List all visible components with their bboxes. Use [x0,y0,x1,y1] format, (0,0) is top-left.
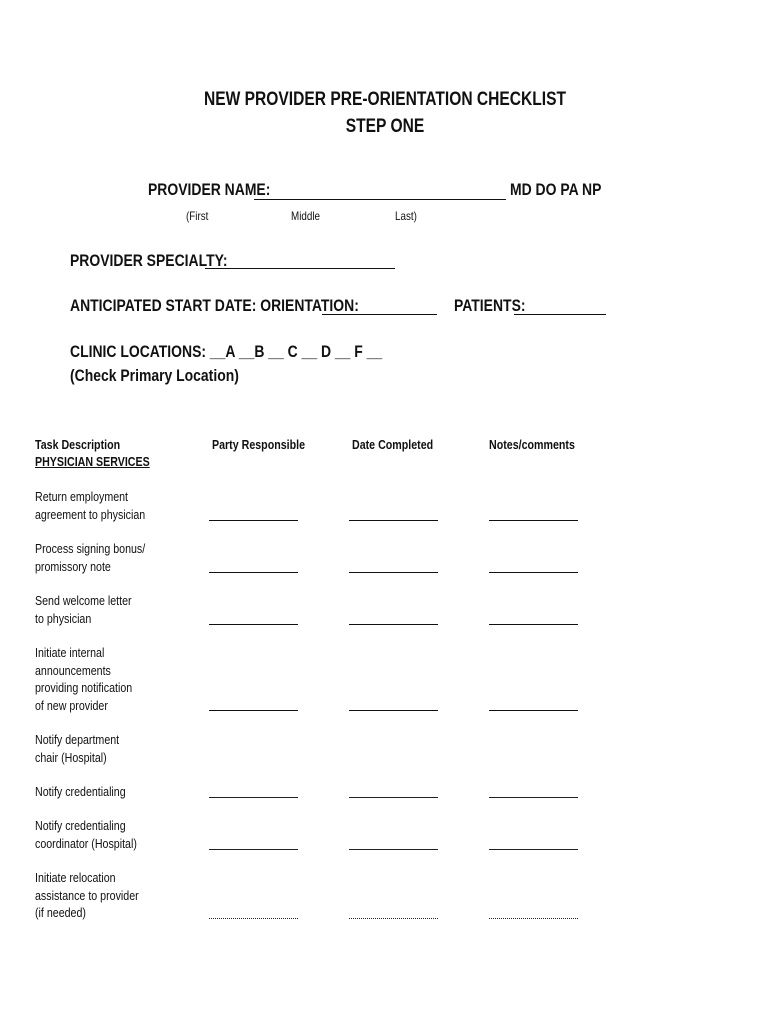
task-row: Notify credentialing coordinator (Hospital) [35,818,137,851]
orientation-date-field[interactable] [322,314,437,315]
task-row: Notify department chair (Hospital) [35,732,120,765]
party-responsible-field[interactable] [209,918,298,919]
date-completed-field[interactable] [349,797,438,798]
first-name-caption: (First [186,209,209,223]
clinic-locations-note: (Check Primary Location) [70,366,239,385]
task-row: Return employment agreement to physician [35,489,146,522]
notes-field[interactable] [489,918,578,919]
task-row: Notify credentialing [35,784,126,799]
header-task-description: Task Description [35,437,121,452]
header-date-completed: Date Completed [352,437,434,452]
date-completed-field[interactable] [349,624,438,625]
provider-name-field[interactable] [254,199,506,200]
notes-field[interactable] [489,797,578,798]
task-row: Initiate internal announcements providing notification of new provider [35,645,133,713]
task-row: Initiate relocation assistance to provider (if needed) [35,870,139,920]
date-completed-field[interactable] [349,572,438,573]
party-responsible-field[interactable] [209,849,298,850]
credentials-options[interactable]: MD DO PA NP [510,180,602,199]
document-subtitle: STEP ONE [345,116,425,137]
last-name-caption: Last) [395,209,417,223]
date-completed-field[interactable] [349,918,438,919]
start-date-label: ANTICIPATED START DATE: ORIENTATION: [70,296,359,315]
party-responsible-field[interactable] [209,520,298,521]
provider-specialty-label: PROVIDER SPECIALTY: [70,251,228,270]
document-title: NEW PROVIDER PRE-ORIENTATION CHECKLIST [203,89,567,110]
header-notes-comments: Notes/comments [489,437,575,452]
middle-name-caption: Middle [291,209,320,223]
date-completed-field[interactable] [349,849,438,850]
party-responsible-field[interactable] [209,624,298,625]
notes-field[interactable] [489,572,578,573]
patients-date-field[interactable] [514,314,606,315]
patients-label: PATIENTS: [454,296,526,315]
date-completed-field[interactable] [349,710,438,711]
notes-field[interactable] [489,710,578,711]
task-row: Send welcome letter to physician [35,593,132,626]
provider-name-label: PROVIDER NAME: [148,180,271,199]
task-row: Process signing bonus/ promissory note [35,541,146,574]
party-responsible-field[interactable] [209,710,298,711]
notes-field[interactable] [489,520,578,521]
section-physician-services: PHYSICIAN SERVICES [35,454,150,469]
notes-field[interactable] [489,849,578,850]
notes-field[interactable] [489,624,578,625]
clinic-locations[interactable]: CLINIC LOCATIONS: __A __B __ C __ D __ F __ [70,342,383,361]
date-completed-field[interactable] [349,520,438,521]
party-responsible-field[interactable] [209,797,298,798]
provider-specialty-field[interactable] [205,268,395,269]
party-responsible-field[interactable] [209,572,298,573]
header-party-responsible: Party Responsible [212,437,306,452]
